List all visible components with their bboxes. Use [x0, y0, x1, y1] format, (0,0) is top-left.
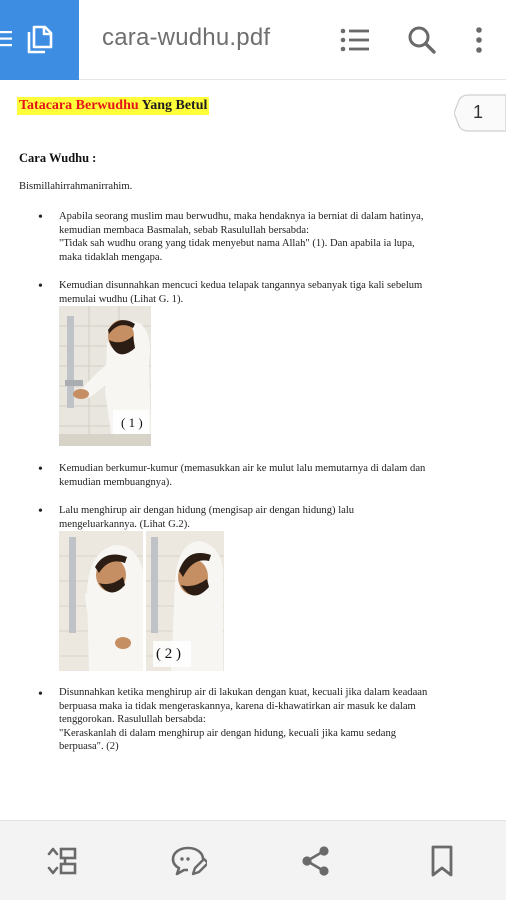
- comment-edit-icon[interactable]: [171, 843, 207, 879]
- bullet: [38, 215, 44, 221]
- figure-1-label: ( 1 ): [121, 415, 143, 430]
- documents-icon: [24, 24, 56, 56]
- figure-2-nose-rinsing-photo: [59, 531, 224, 671]
- bullet: [38, 509, 44, 515]
- list-item: Kemudian berkumur-kumur (memasukkan air ke mulut lalu memutarnya di dalam dan kemudian membuangnya).: [59, 463, 426, 488]
- sub-heading: Cara Wudhu :: [19, 151, 97, 165]
- list-item: Lalu menghirup air dengan hidung (mengisap air dengan hidung) lalu mengeluarkannya. (Lihat G.2).: [59, 505, 355, 530]
- figure-2-label: ( 2 ): [156, 646, 181, 662]
- bottom-toolbar: [0, 820, 506, 900]
- bookmark-icon[interactable]: [424, 843, 460, 879]
- bullet: [38, 692, 44, 698]
- list-item: Kemudian disunnahkan mencuci kedua telapak tangannya sebanyak tiga kali sebelum memulai wudhu (Lihat G. 1).: [59, 280, 423, 305]
- list-item: Apabila seorang muslim mau berwudhu, maka hendaknya ia berniat di dalam hatinya, kemudian membaca Basmalah, sebab Rasulullah bersabda: "Tidak sah wudhu orang yang tidak menyebut nama Allah" (1). Dan apabila ia lupa, maka tidaklah mengapa.: [59, 211, 424, 263]
- share-icon[interactable]: [298, 843, 334, 879]
- document-title: cara-wudhu.pdf: [102, 24, 271, 51]
- more-vert-icon[interactable]: [461, 22, 497, 58]
- page-number-indicator[interactable]: [454, 94, 506, 132]
- reflow-icon[interactable]: [44, 843, 80, 879]
- document-heading: Tatacara Berwudhu Yang Betul: [19, 98, 208, 113]
- menu-icon[interactable]: [0, 31, 12, 47]
- app-bar: [0, 0, 506, 80]
- table-of-contents-icon[interactable]: [337, 22, 373, 58]
- documents-home-button[interactable]: [0, 0, 79, 80]
- basmalah-text: Bismillahirrahmanirrahim.: [19, 181, 133, 192]
- bullet: [38, 284, 44, 290]
- search-icon[interactable]: [404, 22, 440, 58]
- list-item: Disunnahkan ketika menghirup air di lakukan dengan kuat, kecuali jika dalam keadaan berpuasa maka ia tidak mengeraskannya, karena di-khawatirkan air masuk ke dalam tenggorokan. Rasulullah bersabda: "Keraskanlah di dalam menghirup air dengan hidung, kecuali jika kamu sedang berpuasa". (2): [59, 687, 428, 753]
- page-number: 1: [473, 102, 484, 122]
- figure-1-hand-washing-photo: [59, 306, 151, 446]
- bullet: [38, 467, 44, 473]
